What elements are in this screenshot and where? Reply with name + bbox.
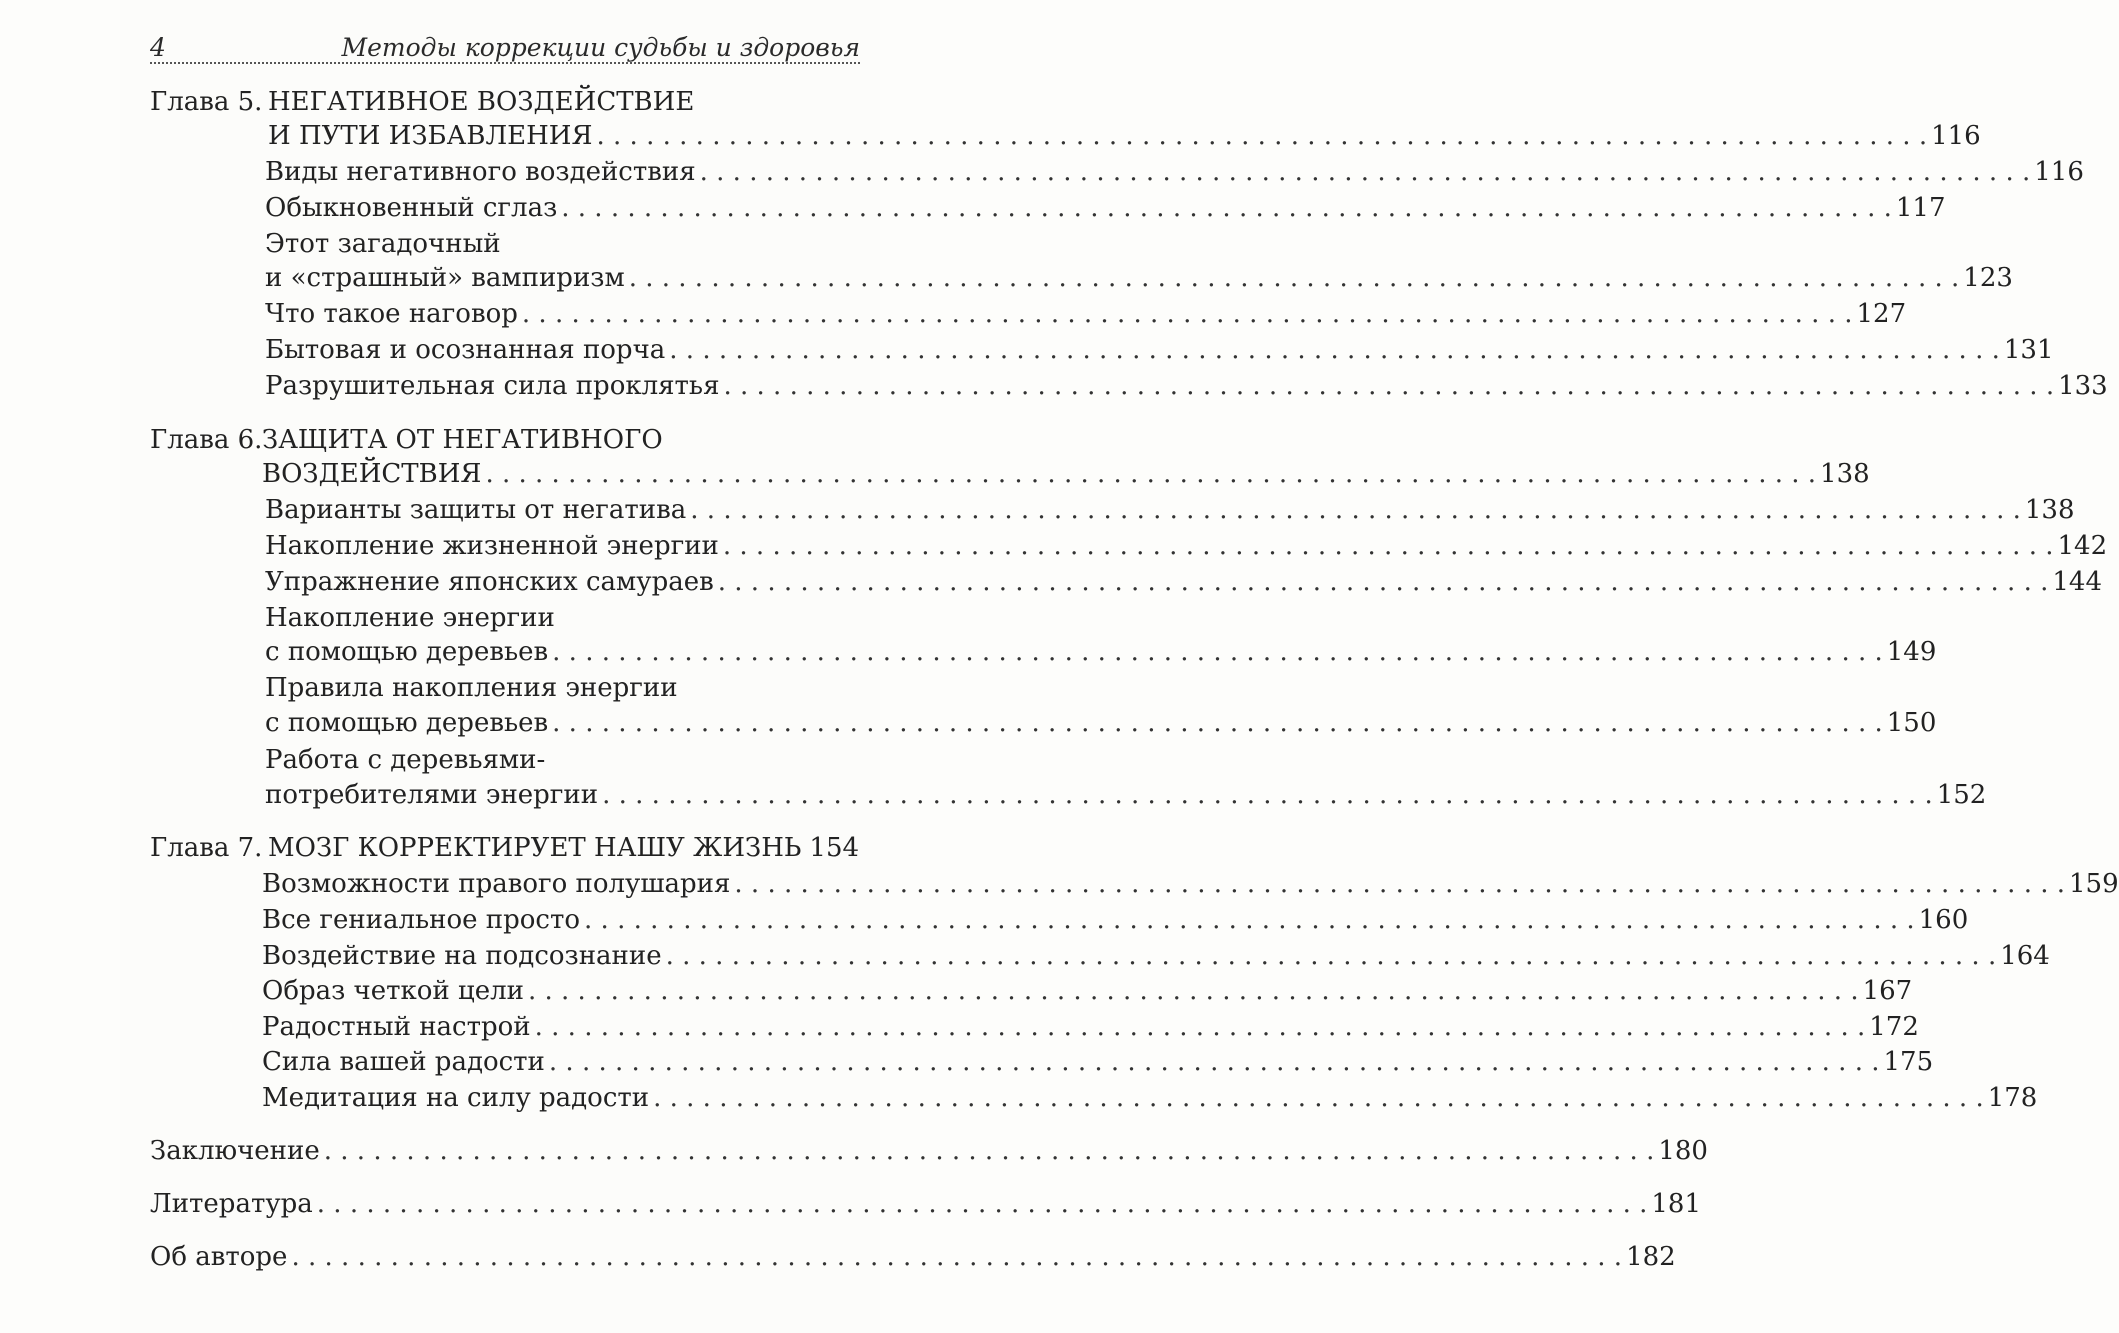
entry-page: 116: [2034, 157, 2084, 187]
toc-entry-chapter-7[interactable]: [268, 832, 860, 864]
entry-title: Заключение: [150, 1136, 320, 1166]
entry-title: потребителями энергии: [265, 780, 599, 810]
entry-page: 138: [2024, 495, 2075, 525]
toc-entry[interactable]: [265, 370, 2108, 402]
leader-dots: [669, 334, 2000, 366]
entry-page: 164: [2000, 941, 2050, 971]
entry-page: 150: [1886, 708, 1937, 738]
chapter-6-label: Глава 6.: [150, 425, 263, 455]
chapter-7-label: Глава 7.: [150, 833, 263, 863]
toc-entry[interactable]: [262, 868, 2119, 900]
toc-entry[interactable]: [265, 707, 1937, 739]
entry-page: 131: [2003, 335, 2054, 365]
leader-dots: [690, 494, 2021, 526]
toc-entry[interactable]: [265, 262, 2013, 294]
leader-dots: [653, 1082, 1984, 1114]
toc-entry-about-author[interactable]: [150, 1241, 1676, 1273]
leader-dots: [535, 1011, 1866, 1043]
toc-entry[interactable]: [265, 566, 2102, 598]
entry-page: 180: [1658, 1136, 1708, 1166]
leader-dots: [291, 1241, 1622, 1273]
entry-page: 154: [809, 833, 860, 863]
entry-page: 167: [1862, 976, 1913, 1006]
entry-page: 144: [2052, 567, 2102, 597]
entry-title: и «страшный» вампиризм: [265, 263, 625, 293]
entry-title: Возможности правого полушария: [262, 869, 731, 899]
toc-entry[interactable]: [265, 334, 2054, 366]
entry-page: 175: [1883, 1047, 1934, 1077]
toc-entry[interactable]: [265, 779, 1987, 811]
entry-title: с помощью деревьев: [265, 708, 549, 738]
entry-page: 117: [1895, 193, 1946, 223]
entry-title: Об авторе: [150, 1242, 288, 1272]
entry-title-line1: Правила накопления энергии: [265, 673, 678, 703]
leader-dots: [317, 1188, 1648, 1220]
entry-title: Что такое наговор: [265, 299, 518, 329]
toc-entry[interactable]: [265, 530, 2108, 562]
toc-entry[interactable]: [265, 298, 1907, 330]
leader-dots: [561, 192, 1892, 224]
entry-title: Все гениальное просто: [262, 905, 581, 935]
toc-entry[interactable]: [265, 636, 1937, 668]
entry-page: 142: [2057, 531, 2108, 561]
leader-dots: [552, 707, 1883, 739]
entry-page: 178: [1987, 1083, 2038, 1113]
entry-title: Варианты защиты от негатива: [265, 495, 687, 525]
leader-dots: [324, 1135, 1655, 1167]
entry-page: 182: [1626, 1242, 1676, 1272]
toc-entry-conclusion[interactable]: [150, 1135, 1708, 1167]
toc-entry[interactable]: [262, 1082, 2038, 1114]
chapter-5-title-line1: НЕГАТИВНОЕ ВОЗДЕЙСТВИЕ: [268, 87, 695, 117]
leader-dots: [584, 904, 1915, 936]
entry-page: 123: [1963, 263, 2013, 293]
entry-title: Медитация на силу радости: [262, 1083, 650, 1113]
leader-dots: [723, 370, 2054, 402]
chapter-5-label: Глава 5.: [150, 87, 263, 117]
leader-dots: [734, 868, 2065, 900]
toc-entry[interactable]: [265, 192, 1946, 224]
chapter-6-title-line1: ЗАЩИТА ОТ НЕГАТИВНОГО: [262, 425, 663, 455]
entry-title: И ПУТИ ИЗБАВЛЕНИЯ: [268, 121, 593, 151]
entry-title: Литература: [150, 1189, 313, 1219]
entry-title-line1: Работа с деревьями-: [265, 745, 546, 775]
entry-page: 138: [1820, 459, 1870, 489]
entry-title: Обыкновенный сглаз: [265, 193, 558, 223]
entry-title: Сила вашей радости: [262, 1047, 545, 1077]
entry-title: Радостный настрой: [262, 1012, 531, 1042]
entry-page: 160: [1918, 905, 1969, 935]
entry-title-line1: Накопление энергии: [265, 603, 555, 633]
entry-title: ВОЗДЕЙСТВИЯ: [262, 459, 482, 489]
leader-dots: [596, 120, 1927, 152]
entry-page: 152: [1936, 780, 1987, 810]
toc-entry[interactable]: [262, 1011, 1919, 1043]
toc-entry[interactable]: [262, 904, 1969, 936]
entry-page: 181: [1651, 1189, 1702, 1219]
entry-page: 116: [1931, 121, 1981, 151]
entry-title: Образ четкой цели: [262, 976, 524, 1006]
toc-entry[interactable]: [265, 156, 2084, 188]
toc-entry-chapter-5[interactable]: [268, 120, 1981, 152]
entry-title: Виды негативного воздействия: [265, 157, 696, 187]
leader-dots: [528, 975, 1859, 1007]
leader-dots: [485, 458, 1816, 490]
entry-title: Накопление жизненной энергии: [265, 531, 719, 561]
leader-dots: [629, 262, 1960, 294]
leader-dots: [522, 298, 1853, 330]
entry-page: 149: [1886, 637, 1937, 667]
toc-entry[interactable]: [262, 975, 1913, 1007]
toc-entry-chapter-6[interactable]: [262, 458, 1870, 490]
entry-title: с помощью деревьев: [265, 637, 549, 667]
leader-dots: [723, 530, 2054, 562]
entry-title: Разрушительная сила проклятья: [265, 371, 720, 401]
entry-title-line1: Этот загадочный: [265, 229, 501, 259]
toc-entry[interactable]: [262, 940, 2050, 972]
leader-dots: [602, 779, 1933, 811]
entry-title: Воздействие на подсознание: [262, 941, 662, 971]
leader-dots: [700, 156, 2031, 188]
leader-dots: [666, 940, 1997, 972]
leader-dots: [552, 636, 1883, 668]
toc-entry[interactable]: [265, 494, 2075, 526]
toc-entry[interactable]: [262, 1046, 1934, 1078]
entry-page: 172: [1869, 1012, 1919, 1042]
page-number: 4: [150, 33, 166, 62]
leader-dots: [718, 566, 2049, 598]
entry-title: Бытовая и осознанная порча: [265, 335, 666, 365]
entry-page: 159: [2069, 869, 2119, 899]
entry-page: 133: [2058, 371, 2108, 401]
toc-entry-literature[interactable]: [150, 1188, 1702, 1220]
entry-page: 127: [1856, 299, 1907, 329]
entry-title: МОЗГ КОРРЕКТИРУЕТ НАШУ ЖИЗНЬ: [268, 833, 802, 863]
running-title: Методы коррекции судьбы и здоровья: [341, 33, 860, 62]
leader-dots: [549, 1046, 1880, 1078]
entry-title: Упражнение японских самураев: [265, 567, 714, 597]
